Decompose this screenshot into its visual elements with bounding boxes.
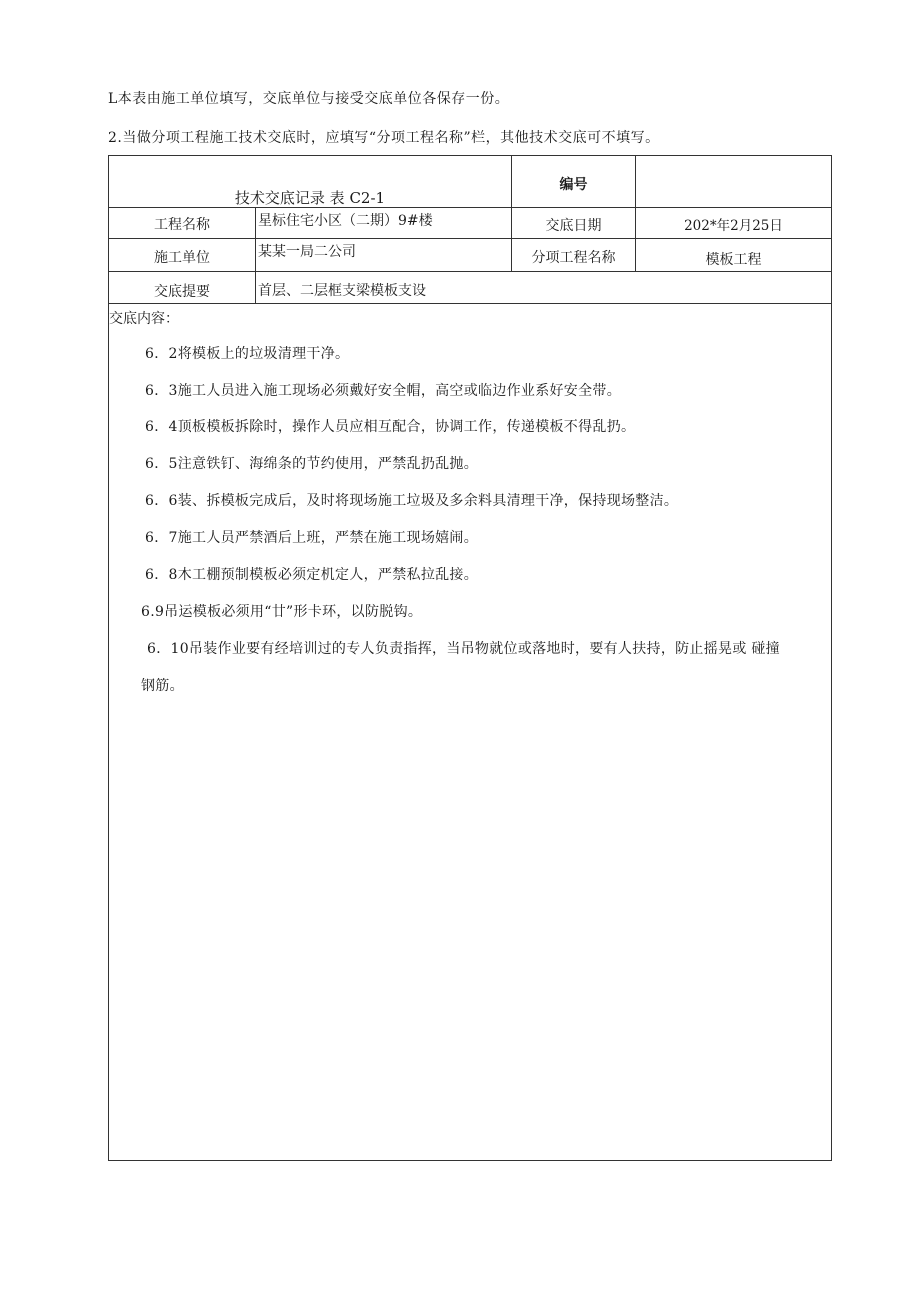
project-name-value-cell[interactable]: [256, 208, 512, 239]
content-item: 6．3施工人员进入施工现场必须戴好安全帽，高空或临边作业系好安全带。: [145, 383, 622, 399]
unit-value: 某某一局二公司: [258, 244, 356, 260]
content-item: 6．8木工棚预制模板必须定机定人，严禁私拉乱接。: [145, 567, 479, 583]
form-title: 技术交底记录 表 C2-1: [234, 189, 386, 207]
date-label: 交底日期: [545, 218, 602, 234]
date-value: 202*年2月25日: [684, 218, 783, 234]
number-value-cell[interactable]: [636, 156, 831, 208]
number-label-cell: [512, 156, 636, 208]
instruction-note-1: L本表由施工单位填写，交底单位与接受交底单位各保存一份。: [108, 91, 510, 107]
content-item: 6．7施工人员严禁酒后上班，严禁在施工现场嬉闹。: [145, 530, 479, 546]
unit-label-cell: [109, 239, 256, 272]
technical-disclosure-form: [108, 155, 832, 1161]
project-name-label-cell: [109, 208, 256, 239]
subproject-value: 模板工程: [705, 252, 762, 268]
content-item: 6．5注意铁钉、海绵条的节约使用，严禁乱扔乱抛。: [145, 456, 479, 472]
project-name-label: 工程名称: [154, 217, 210, 233]
content-item: 6．10吊装作业要有经培训过的专人负责指挥，当吊物就位或落地时，要有人扶持，防止摇晃或 碰撞: [147, 641, 780, 657]
subproject-label: 分项工程名称: [531, 250, 616, 266]
summary-value: 首层、二层框支梁模板支设: [258, 283, 426, 299]
content-item: 6．6装、拆模板完成后，及时将现场施工垃圾及多余料具清理干净，保持现场整洁。: [145, 493, 679, 509]
summary-label: 交底提要: [154, 284, 210, 300]
instruction-note-2: 2.当做分项工程施工技术交底时，应填写“分项工程名称”栏，其他技术交底可不填写。: [108, 130, 660, 146]
date-value-cell[interactable]: [636, 208, 831, 239]
form-title-cell: [109, 156, 512, 208]
number-label: 编号: [559, 177, 588, 193]
subproject-label-cell: [512, 239, 636, 272]
content-item: 6．2将模板上的垃圾清理干净。: [145, 346, 350, 362]
date-label-cell: [512, 208, 636, 239]
subproject-value-cell[interactable]: [636, 239, 831, 272]
unit-label: 施工单位: [154, 250, 210, 266]
content-item-continuation: 钢筋。: [141, 678, 184, 694]
summary-value-cell[interactable]: [256, 272, 831, 304]
content-item: 6．4顶板模板拆除时，操作人员应相互配合，协调工作，传递模板不得乱扔。: [145, 419, 636, 435]
content-item: 6.9吊运模板必须用“廿”形卡环，以防脱钩。: [141, 604, 423, 620]
content-label: 交底内容：: [109, 311, 179, 327]
unit-value-cell[interactable]: [256, 239, 512, 272]
summary-label-cell: [109, 272, 256, 304]
project-name-value: 星标住宅小区（二期）9#楼: [258, 213, 433, 229]
